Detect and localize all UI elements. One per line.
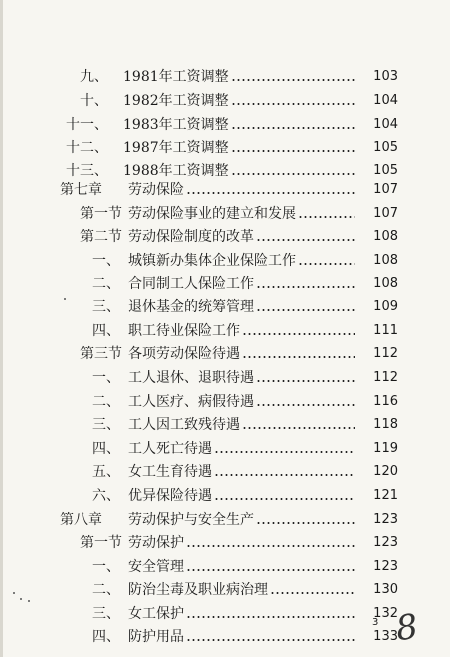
toc-entry [0, 391, 450, 413]
toc-entry-page: 130 [373, 582, 398, 597]
toc-entry-title: 退休基金的统筹管理 [128, 299, 254, 315]
toc-entry-label: 九、 [80, 69, 108, 85]
toc-entry-label: 一、 [92, 370, 120, 386]
toc-entry-title: 合同制工人保险工作 [128, 276, 254, 292]
toc-entry-title: 优异保险待遇 [128, 488, 212, 504]
toc-entry-page: 109 [373, 299, 398, 314]
toc-entry-page: 103 [373, 69, 398, 84]
toc-entry [0, 203, 450, 225]
dot-leader [186, 532, 355, 554]
toc-entry-page: 121 [373, 488, 398, 503]
toc-entry-label: 四、 [92, 629, 120, 645]
toc-entry [0, 296, 450, 318]
dot-leader [186, 556, 355, 578]
toc-entry-page: 119 [373, 441, 398, 456]
toc-entry-label: 二、 [92, 582, 120, 598]
dot-leader [186, 603, 355, 625]
toc-entry-title: 劳动保护 [128, 535, 184, 551]
toc-entry-label: 三、 [92, 299, 120, 315]
toc-entry [0, 414, 450, 436]
toc-entry-page: 123 [373, 512, 398, 527]
toc-entry [0, 179, 450, 201]
dot-leader [298, 203, 355, 225]
toc-entry-page: 104 [373, 117, 398, 132]
toc-entry-title: 劳动保险 [128, 182, 184, 198]
toc-entry-label: 三、 [92, 417, 120, 433]
toc-entry [0, 320, 450, 342]
dot-leader [256, 509, 355, 531]
dot-leader [298, 250, 355, 272]
toc-entry-label: 五、 [92, 464, 120, 480]
dot-leader [270, 579, 355, 601]
dot-leader [231, 114, 355, 136]
dot-leader [214, 485, 355, 507]
dot-leader [256, 273, 355, 295]
toc-entry-label: 第八章 [60, 512, 102, 528]
toc-entry-title: 防治尘毒及职业病治理 [128, 582, 268, 598]
toc-entry-label: 第三节 [80, 346, 122, 362]
toc-entry-label: 十一、 [66, 117, 108, 133]
toc-entry [0, 114, 450, 136]
toc-entry-label: 二、 [92, 394, 120, 410]
toc-entry [0, 90, 450, 112]
toc-entry-label: 第一节 [80, 535, 122, 551]
speck [13, 592, 15, 594]
dot-leader [242, 414, 355, 436]
dot-leader [231, 66, 355, 88]
toc-entry-title: 劳动保护与安全生产 [128, 512, 254, 528]
dot-leader [231, 137, 355, 159]
toc-entry-title: 工人医疗、病假待遇 [128, 394, 254, 410]
toc-entry-page: 105 [373, 140, 398, 155]
toc-entry-label: 十二、 [66, 140, 108, 156]
toc-entry [0, 626, 450, 648]
toc-entry-label: 二、 [92, 276, 120, 292]
dot-leader [186, 179, 355, 201]
toc-entry [0, 273, 450, 295]
dot-leader [186, 626, 355, 648]
toc-entry [0, 485, 450, 507]
toc-entry-title: 1982年工资调整 [123, 93, 229, 109]
toc-entry-title: 工人退休、退职待遇 [128, 370, 254, 386]
dot-leader [256, 296, 355, 318]
dot-leader [256, 391, 355, 413]
toc-entry [0, 603, 450, 625]
toc-entry-page: 107 [373, 182, 398, 197]
toc-entry-page: 108 [373, 229, 398, 244]
toc-entry-title: 防护用品 [128, 629, 184, 645]
toc-entry-title: 职工待业保险工作 [128, 323, 240, 339]
toc-entry-label: 第一节 [80, 206, 122, 222]
toc-entry-label: 三、 [92, 606, 120, 622]
dot-leader [256, 226, 355, 248]
toc-entry-title: 工人因工致残待遇 [128, 417, 240, 433]
toc-entry [0, 226, 450, 248]
dot-leader [242, 343, 355, 365]
toc-entry-label: 一、 [92, 253, 120, 269]
toc-entry-page: 123 [373, 559, 398, 574]
toc-entry-page: 112 [373, 346, 398, 361]
toc-entry-page: 116 [373, 394, 398, 409]
toc-entry-page: 132 [373, 606, 398, 621]
toc-entry-page: 108 [373, 253, 398, 268]
toc-entry-page: 105 [373, 163, 398, 178]
dot-leader [256, 367, 355, 389]
toc-entry-label: 四、 [92, 441, 120, 457]
dot-leader [242, 320, 355, 342]
toc-entry-title: 工人死亡待遇 [128, 441, 212, 457]
toc-entry-label: 六、 [92, 488, 120, 504]
toc-entry-title: 各项劳动保险待遇 [128, 346, 240, 362]
toc-entry-page: 112 [373, 370, 398, 385]
toc-entry-page: 133 [373, 629, 398, 644]
toc-entry-title: 劳动保险制度的改革 [128, 229, 254, 245]
toc-entry-label: 四、 [92, 323, 120, 339]
toc-entry-title: 1987年工资调整 [123, 140, 229, 156]
toc-entry-title: 女工生育待遇 [128, 464, 212, 480]
toc-entry [0, 532, 450, 554]
toc-entry [0, 250, 450, 272]
toc-entry [0, 556, 450, 578]
toc-entry-page: 104 [373, 93, 398, 108]
toc-entry [0, 509, 450, 531]
toc-entry-title: 1983年工资调整 [123, 117, 229, 133]
toc-entry [0, 461, 450, 483]
page-number: 3 [372, 617, 379, 628]
speck [64, 298, 66, 300]
handwritten-mark: 8 [393, 606, 421, 650]
toc-entry [0, 367, 450, 389]
toc-entry-title: 女工保护 [128, 606, 184, 622]
toc-entry-page: 107 [373, 206, 398, 221]
toc-entry-page: 123 [373, 535, 398, 550]
dot-leader [214, 461, 355, 483]
speck [28, 600, 30, 602]
toc-entry [0, 343, 450, 365]
dot-leader [231, 90, 355, 112]
toc-entry-label: 第七章 [60, 182, 102, 198]
toc-entry-page: 111 [373, 323, 398, 338]
toc-entry [0, 579, 450, 601]
speck [20, 598, 22, 600]
toc-entry-page: 120 [373, 464, 398, 479]
toc-entry [0, 438, 450, 460]
toc-entry-page: 118 [373, 417, 398, 432]
dot-leader [214, 438, 355, 460]
toc-entry-page: 108 [373, 276, 398, 291]
toc-entry-label: 十、 [80, 93, 108, 109]
toc-entry [0, 137, 450, 159]
toc-entry-title: 劳动保险事业的建立和发展 [128, 206, 296, 222]
toc-entry-title: 1981年工资调整 [123, 69, 229, 85]
toc-entry [0, 66, 450, 88]
toc-entry-label: 一、 [92, 559, 120, 575]
toc-entry-title: 城镇新办集体企业保险工作 [128, 253, 296, 269]
toc-entry-title: 安全管理 [128, 559, 184, 575]
toc-entry-title: 1988年工资调整 [123, 163, 229, 179]
toc-entry-label: 第二节 [80, 229, 122, 245]
toc-entry-label: 十三、 [66, 163, 108, 179]
